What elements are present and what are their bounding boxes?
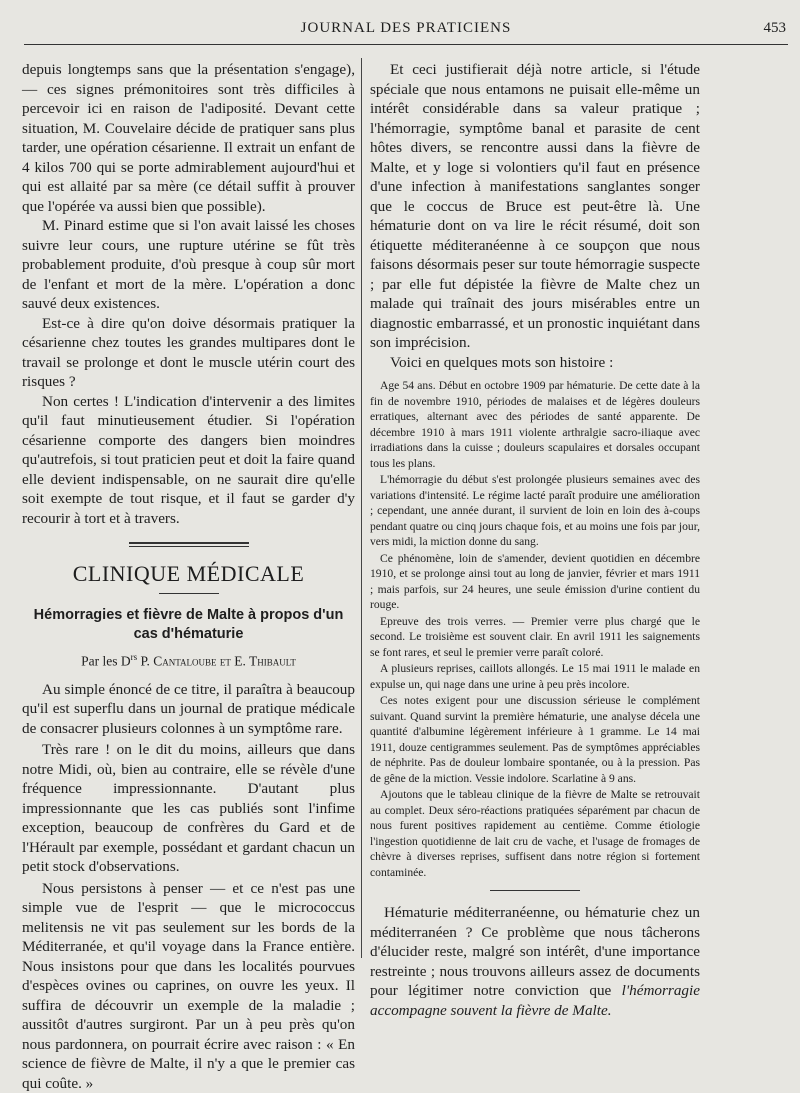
case-report [370, 378, 700, 880]
case-paragraph: Ajoutons que le tableau clinique de la fièvre de Malte se retrouvait au complet. Deux séro-réactions pratiquées séparément par chacun de nous furent positives rapidement au centième. Comme étiologie l'ingestion quotidienne de lait cru de vache, et l'usage de fromages de chèvre à diverses reprises, suffisent dans notre région si fortement contaminée. [370, 787, 700, 880]
article-byline [22, 652, 355, 670]
case-paragraph: Age 54 ans. Début en octobre 1909 par hématurie. De cette date à la fin de novembre 1910, périodes de malaises et de légères douleurs erratiques, alternant avec des périodes de santé apparente. De décembre 1910 à mars 1911 violente arthralgie sacro-iliaque avec irradiations dans la cuisse ; douleurs scapulaires et dorsales occupant tous les plans. [370, 378, 700, 471]
article-paragraph: Nous persistons à penser — et ce n'est pas une simple vue de l'esprit — que le micrococcus melitensis ne vit pas seulement sur les bords de la Méditerranée, et qu'il voyage dans la France entière. Nous insistons pour que dans les localités pourvues d'espèces ovines ou caprines, on ouvre les yeux. Il suffira de découvrir un exemple de la maladie ; aussitôt d'autres surgiront. Par un à peu près qu'on nous pardonnera, on pourrait écrire avec raison : « En science de fièvre de Malte, il n'y a que le premier cas qui coûte. » [22, 879, 355, 1093]
intro-paragraph: M. Pinard estime que si l'on avait laissé les choses suivre leur cours, une rupture utérine se fût très probablement produite, d'où presque à coup sûr mort de l'enfant et mort de la mère. L'opération a donc sauvé deux existences. [22, 216, 355, 314]
article-paragraph: Au simple énoncé de ce titre, il paraîtra à beaucoup qu'il est superflu dans un journal de pratique médicale de consacrer plusieurs colonnes à un symptôme rare. [22, 680, 355, 739]
right-column [370, 60, 700, 1020]
case-paragraph: L'hémorragie du début s'est prolongée plusieurs semaines avec des variations d'intensité. Le régime lacté paraît produire une amélioration ; cependant, une année durant, il survient de loin en loin des à-coups pendant quatre ou cinq jours chaque fois, et au moins une fois par jour, vers midi, la miction donne du sang. [370, 472, 700, 550]
closing-paragraph [370, 903, 700, 1020]
closing-italic: l'hémorragie accompagne souvent la fièvre de Malte. [370, 982, 700, 1019]
byline-authors: P. Cantaloube et E. Thibault [140, 654, 295, 669]
intro-paragraph: Non certes ! L'indication d'intervenir a des limites qu'il faut minutieusement étudier. Si l'opération césarienne comporte des dangers bien moindres qu'autrefois, si tout praticien peut et doit la faire quand elle devient indispensable, on ne saurait dire qu'elle soit exempte de tout risque, et il faut se garder d'y recourir à tort et à travers. [22, 392, 355, 529]
header-rule [24, 44, 788, 45]
left-column [22, 60, 355, 1093]
intro-paragraph: Est-ce à dire qu'on doive désormais pratiquer la césarienne chez toutes les grandes multipares dont le travail se prolonge et dont le muscle utérin court des risques ? [22, 314, 355, 392]
byline-prefix: Par les D [81, 654, 131, 669]
case-paragraph: Epreuve des trois verres. — Premier verre plus chargé que le second. Le troisième est souvent clair. En avril 1911 les saignements se font rares, et seul le premier verre paraît coloré. [370, 614, 700, 661]
journal-title: JOURNAL DES PRATICIENS [24, 20, 788, 37]
right-paragraph: Voici en quelques mots son histoire : [370, 353, 700, 373]
section-underline [159, 593, 219, 594]
section-title: CLINIQUE MÉDICALE [22, 561, 355, 587]
case-paragraph: Ces notes exigent pour une discussion sérieuse le complément suivant. Quand survint la première hématurie, une analyse décela une quantité d'albumine légèrement inférieure à 1 gramme. Le 14 mai 1911, douze centigrammes seulement. Pas de symptômes appréciables de néphrite. Pas de douleur lombaire spontanée, ou à la pression. Pas de gêne de la miction. Vessie indolore. Scarlatine à 9 ans. [370, 693, 700, 786]
article-title: Hémorragies et fièvre de Malte à propos d'un cas d'hématurie [22, 606, 355, 644]
section-separator [129, 542, 249, 547]
byline-sup: rs [131, 652, 138, 662]
closing-text: Hématurie méditerranéenne, ou hématurie chez un méditerranéen ? Ce problème que nous tâcherons d'élucider reste, malgré son intérêt, d'une importance restreinte ; nous trouvons ailleurs assez de documents pour légitimer notre conviction que [370, 904, 700, 999]
case-paragraph: Ce phénomène, loin de s'amender, devient quotidien en décembre 1910, et se prolonge ainsi tout au long de janvier, février et mars 1911 ; mais parfois, sur 24 heures, une seule émission d'urine contient du rouge. [370, 551, 700, 613]
article-paragraph: Très rare ! on le dit du moins, ailleurs que dans notre Midi, où, bien au contraire, elle se révèle d'une fréquence impressionnante. D'autant plus impressionnante que les cas publiés sont l'infime exception, beaucoup de confrères du Gard et de l'Hérault par exemple, possédant et gardant chacun un petit stock d'observations. [22, 740, 355, 877]
case-separator [490, 890, 580, 891]
running-header [24, 20, 788, 42]
page-number: 453 [764, 20, 787, 37]
case-paragraph: A plusieurs reprises, caillots allongés. Le 15 mai 1911 le malade en expulse un, qui nage dans une urine à peu près incolore. [370, 661, 700, 692]
intro-paragraph: depuis longtemps sans que la présentation s'engage), — ces signes prémonitoires sont très difficiles à percevoir ici en raison de l'adiposité. Devant cette situation, M. Couvelaire décide de pratiquer sans plus tarder, une opération césarienne. Il extrait un enfant de 4 kilos 700 qui se porte admirablement aujourd'hui et qui est allaité par sa mère (ce détail suffit à prouver que l'opérée va aussi bien que possible). [22, 60, 355, 216]
column-divider [361, 58, 362, 958]
right-paragraph: Et ceci justifierait déjà notre article, si l'étude spéciale que nous entamons ne puisait elle-même un intérêt considérable dans sa valeur pratique ; l'hémorragie, symptôme banal et parasite de cent hôtes divers, se rencontre aussi dans la fièvre de Malte, et y loge si volontiers qu'il faut en présence d'une infection à manifestations sanglantes songer que le coccus de Bruce est peut-être là. Une hématurie dont on va lire le récit résumé, doit son étiquette méditeranéenne à ce soupçon que nous faisons désormais peser sur toute hémorragie suspecte ; par elle fut dépistée la fièvre de Malte chez un malade qui traînait des jours misérables entre un diagnostic embarrassé, et un pronostic inquiétant dans son imprécision. [370, 60, 700, 353]
